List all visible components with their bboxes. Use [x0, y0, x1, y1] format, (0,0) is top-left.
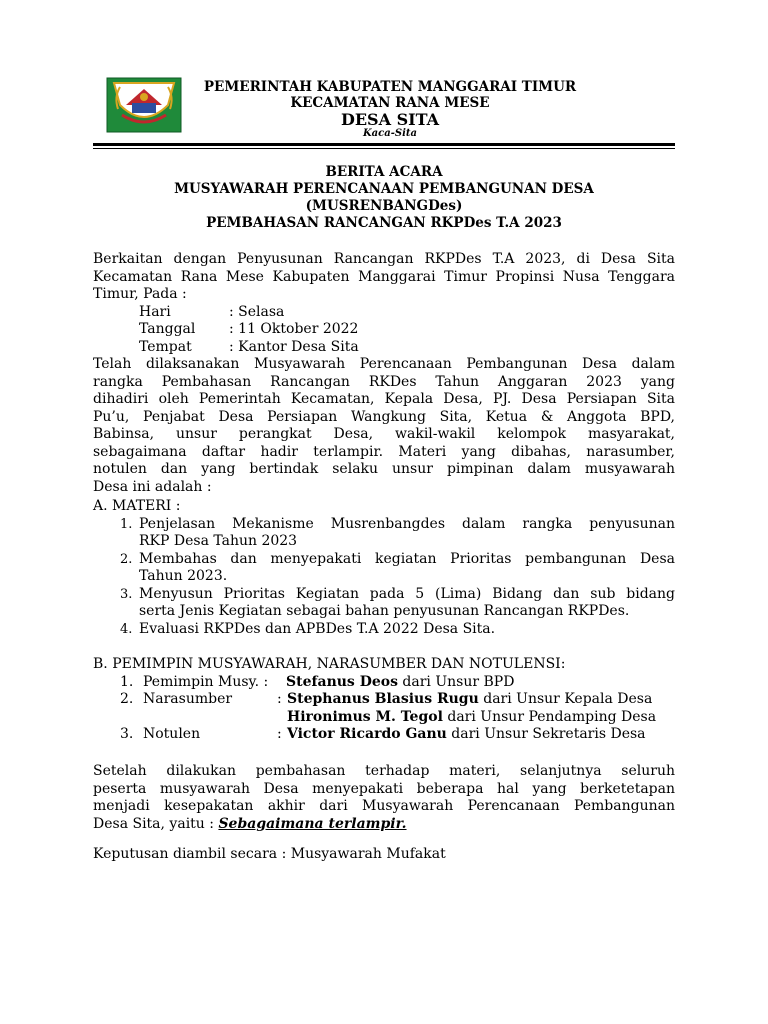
leader-origin: dari Unsur BPD — [397, 673, 515, 690]
section-a-heading: A. MATERI : — [93, 498, 181, 514]
doc-title-1: BERITA ACARA — [325, 164, 443, 180]
body-line: notulen dan yang bertindak selaku unsur pimpinan dalam musyawarah — [93, 461, 675, 477]
body-line: Pu’u, Penjabat Desa Persiapan Wangkung Sita, Ketua & Anggota BPD, — [93, 408, 675, 425]
list-number: 3. — [120, 586, 133, 602]
body-line: Telah dilaksanakan Musyawarah Perencanaan Pembangunan Desa dalam — [93, 356, 675, 372]
materi-item-4: Evaluasi RKPDes dan APBDes T.A 2022 Desa Sita. — [139, 620, 496, 637]
header-rule-thick — [93, 143, 675, 146]
list-number: 2. — [120, 551, 133, 567]
speaker-label: Narasumber — [143, 691, 233, 707]
notulen-name: Victor Ricardo Ganu — [287, 726, 447, 742]
speaker-name-2: Hironimus M. Tegol — [287, 708, 443, 725]
schedule-day-value: : Selasa — [229, 303, 285, 320]
intro-line-2: Kecamatan Rana Mese Kabupaten Manggarai Timur Propinsi Nusa Tenggara — [93, 268, 675, 285]
regency-emblem-logo — [106, 77, 182, 133]
closing-line-4-text: Desa Sita, yaitu : — [93, 815, 219, 832]
body-line: dihadiri oleh Pemerintah Kecamatan, Kepala Desa, PJ. Desa Persiapan Sita — [93, 391, 675, 407]
body-line: Desa ini adalah : — [93, 478, 212, 495]
attachment-reference: Sebagaimana terlampir. — [218, 815, 407, 832]
materi-item-2-line-1: Membahas dan menyepakati kegiatan Prioritas pembangunan Desa — [139, 550, 675, 567]
materi-item-3-line-2: serta Jenis Kegiatan sebagai bahan penyusunan Rancangan RKPDes. — [139, 603, 630, 619]
materi-item-3-line-1: Menyusun Prioritas Kegiatan pada 5 (Lima) Bidang dan sub bidang — [139, 585, 675, 602]
schedule-day-label: Hari — [139, 303, 171, 320]
materi-item-1-line-2: RKP Desa Tahun 2023 — [139, 533, 298, 549]
header-rule-thin — [93, 148, 675, 149]
schedule-place-value: : Kantor Desa Sita — [229, 338, 359, 355]
closing-line-1: Setelah dilakukan pembahasan terhadap materi, selanjutnya seluruh — [93, 763, 675, 779]
section-b-heading: B. PEMIMPIN MUSYAWARAH, NARASUMBER DAN NOTULENSI: — [93, 656, 566, 672]
schedule-place-label: Tempat — [139, 338, 192, 355]
leader-label: Pemimpin Musy. : — [143, 673, 269, 690]
speaker-origin-1: dari Unsur Kepala Desa — [478, 691, 653, 707]
doc-title-3: (MUSRENBANGDes) — [305, 198, 463, 214]
body-line: sebagaimana daftar hadir terlampir. Materi yang dibahas, narasumber, — [93, 443, 675, 460]
schedule-date-value: : 11 Oktober 2022 — [229, 321, 359, 337]
notulen-label: Notulen — [143, 726, 201, 742]
speaker-entry-1 — [287, 691, 652, 709]
speaker-origin-2: dari Unsur Pendamping Desa — [442, 708, 657, 725]
body-line: rangka Pembahasan Rancangan RKDes Tahun Anggaran 2023 yang — [93, 373, 675, 390]
closing-line-4 — [93, 816, 407, 834]
leader-entry — [286, 674, 514, 692]
doc-title-4: PEMBAHASAN RANCANGAN RKPDes T.A 2023 — [206, 215, 562, 231]
header-government: PEMERINTAH KABUPATEN MANGGARAI TIMUR — [203, 79, 577, 95]
closing-line-2: peserta musyawarah Desa menyepakati beberapa hal yang berketetapan — [93, 780, 675, 797]
header-district: KECAMATAN RANA MESE — [290, 95, 490, 111]
list-number: 3. — [120, 726, 134, 742]
intro-line-1: Berkaitan dengan Penyusunan Rancangan RKPDes T.A 2023, di Desa Sita — [93, 251, 675, 267]
list-number: 2. — [120, 691, 134, 707]
header-village: DESA SITA — [340, 110, 440, 129]
notulen-origin: dari Unsur Sekretaris Desa — [446, 726, 646, 742]
schedule-date-label: Tanggal — [139, 321, 196, 337]
speaker-entry-2 — [287, 709, 656, 727]
list-number: 1. — [120, 673, 134, 690]
leader-name: Stefanus Deos — [286, 673, 398, 690]
materi-item-2-line-2: Tahun 2023. — [139, 568, 228, 584]
body-line: Babinsa, unsur perangkat Desa, wakil-wakil kelompok masyarakat, — [93, 426, 675, 442]
doc-title-2: MUSYAWARAH PERENCANAAN PEMBANGUNAN DESA — [174, 181, 594, 197]
decision-statement: Keputusan diambil secara : Musyawarah Mufakat — [93, 846, 446, 862]
closing-line-3: menjadi kesepakatan akhir dari Musyawarah Perencanaan Pembangunan — [93, 798, 675, 814]
header-location: Kaca-Sita — [362, 128, 417, 139]
notulen-entry — [287, 726, 646, 744]
list-number: 4. — [120, 621, 133, 637]
materi-item-1-line-1: Penjelasan Mekanisme Musrenbangdes dalam rangka penyusunan — [139, 515, 675, 532]
notulen-colon: : — [277, 726, 282, 742]
speaker-name-1: Stephanus Blasius Rugu — [287, 691, 479, 707]
intro-line-3: Timur, Pada : — [93, 286, 187, 302]
list-number: 1. — [120, 516, 133, 532]
speaker-colon: : — [277, 691, 282, 707]
